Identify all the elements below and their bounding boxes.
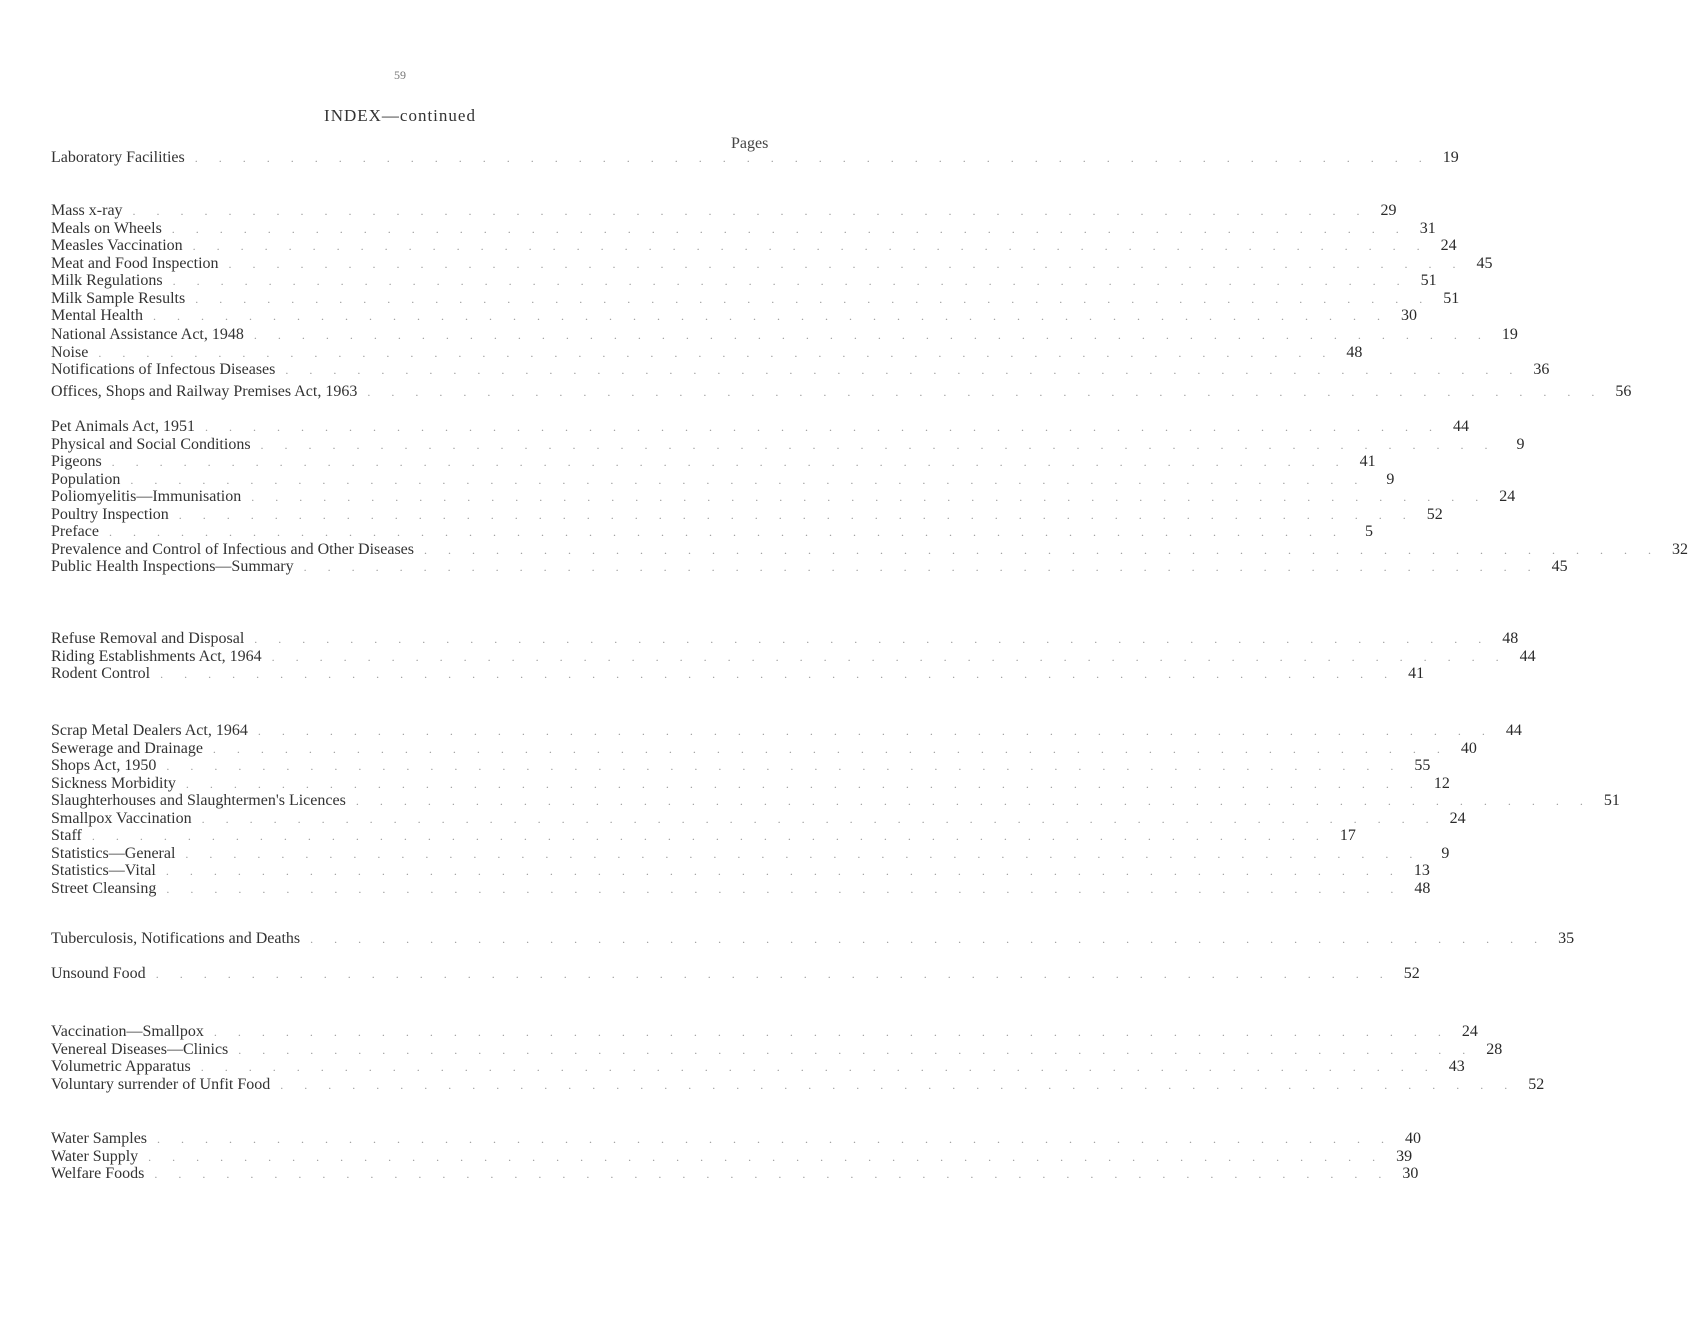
leader-dots: . . . . . . . . . . . . . . . . . . . . . . . . . . . . . . . . . . . . . . . . . . . . . . . . . . . .	[303, 560, 1540, 574]
entry-page-number: 12	[1433, 774, 1450, 792]
entry-label: Rodent Control	[51, 665, 151, 682]
leader-dots: . . . . . . . . . . . . . . . . . . . . . . . . . . . . . . . . . . . . . . . . . . . . . . . . . . . .	[251, 490, 1488, 504]
entry-page-number: 48	[1502, 630, 1519, 647]
leader-dots: . . . . . . . . . . . . . . . . . . . . . . . . . . . . . . . . . . . . . . . . . . . . . . . . . . . .	[185, 846, 1422, 861]
leader-dots: . . . . . . . . . . . . . . . . . . . . . . . . . . . . . . . . . . . . . . . . . . . . . . . . . . . .	[152, 309, 1389, 323]
leader-dots: . . . . . . . . . . . . . . . . . . . . . . . . . . . . . . . . . . . . . . . . . . . . . . . . . . . .	[271, 649, 1508, 664]
entry-label: Staff	[51, 827, 82, 844]
leader-dots: . . . . . . . . . . . . . . . . . . . . . . . . . . . . . . . . . . . . . . . . . . . . . . . . . . . .	[212, 741, 1449, 756]
leader-dots: . . . . . . . . . . . . . . . . . . . . . . . . . . . . . . . . . . . . . . . . . . . . . . . . . . . .	[148, 1149, 1385, 1164]
leader-dots: . . . . . . . . . . . . . . . . . . . . . . . . . . . . . . . . . . . . . . . . . . . . . . . . . . . .	[257, 724, 1494, 738]
entry-page-number: 41	[1359, 453, 1376, 470]
entry-label: Population	[51, 470, 121, 488]
entry-page-number: 48	[1346, 343, 1363, 361]
entry-label: Scrap Metal Dealers Act, 1964	[51, 722, 248, 739]
entry-page-number: 24	[1461, 1023, 1478, 1040]
entry-page-number: 51	[1420, 272, 1437, 289]
leader-dots: . . . . . . . . . . . . . . . . . . . . . . . . . . . . . . . . . . . . . . . . . . . . . . . . . . . .	[108, 525, 1345, 539]
entry-page-number: 31	[1419, 219, 1436, 237]
index-entry	[51, 879, 1431, 899]
index-entry	[51, 929, 1575, 949]
entry-label: Sickness Morbidity	[51, 774, 176, 792]
index-entry	[51, 382, 1632, 402]
entry-page-number: 39	[1396, 1147, 1413, 1165]
entry-label: Tuberculosis, Notifications and Deaths	[51, 930, 301, 947]
entry-label: Riding Establishments Act, 1964	[51, 647, 262, 665]
entry-label: Mass x-ray	[51, 202, 123, 219]
entry-page-number: 44	[1505, 722, 1522, 739]
entry-page-number: 45	[1476, 254, 1493, 272]
entry-label: Pet Animals Act, 1951	[51, 418, 195, 435]
leader-dots: . . . . . . . . . . . . . . . . . . . . . . . . . . . . . . . . . . . . . . . . . . . . . . . . . . . .	[201, 811, 1438, 826]
entry-page-number: 13	[1413, 862, 1430, 879]
entry-label: Poliomyelitis—Immunisation	[51, 488, 242, 505]
entry-page-number: 35	[1558, 930, 1575, 947]
entry-page-number: 30	[1402, 1165, 1419, 1182]
entry-page-number: 52	[1403, 965, 1420, 982]
entry-label: Physical and Social Conditions	[51, 435, 251, 453]
leader-dots: . . . . . . . . . . . . . . . . . . . . . . . . . . . . . . . . . . . . . . . . . . . . . . . . . . . .	[192, 239, 1429, 253]
entry-page-number: 36	[1533, 361, 1550, 378]
entry-label: Notifications of Infectous Diseases	[51, 361, 276, 378]
entry-page-number: 29	[1380, 202, 1397, 219]
entry-label: Noise	[51, 343, 89, 361]
leader-dots: . . . . . . . . . . . . . . . . . . . . . . . . . . . . . . . . . . . . . . . . . . . . . . . . . . . .	[171, 221, 1408, 236]
entry-label: Street Cleansing	[51, 879, 157, 897]
entry-label: National Assistance Act, 1948	[51, 326, 244, 343]
entry-label: Venereal Diseases—Clinics	[51, 1040, 229, 1058]
entry-label: Water Samples	[51, 1130, 148, 1147]
entry-page-number: 40	[1405, 1130, 1422, 1147]
leader-dots: . . . . . . . . . . . . . . . . . . . . . . . . . . . . . . . . . . . . . . . . . . . . . . . . . . . .	[166, 759, 1403, 773]
leader-dots: . . . . . . . . . . . . . . . . . . . . . . . . . . . . . . . . . . . . . . . . . . . . . . . . . . . .	[195, 291, 1432, 306]
entry-page-number: 52	[1528, 1075, 1545, 1093]
entry-label: Statistics—Vital	[51, 862, 156, 879]
index-entry	[51, 557, 1568, 577]
entry-label: Pigeons	[51, 453, 102, 470]
entry-page-number: 9	[1386, 470, 1395, 488]
leader-dots: . . . . . . . . . . . . . . . . . . . . . . . . . . . . . . . . . . . . . . . . . . . . . . . . . . . .	[160, 667, 1397, 681]
entry-page-number: 56	[1615, 383, 1632, 400]
entry-label: Welfare Foods	[51, 1165, 145, 1182]
leader-dots: . . . . . . . . . . . . . . . . . . . . . . . . . . . . . . . . . . . . . . . . . . . . . . . . . . . .	[310, 932, 1547, 946]
entry-page-number: 41	[1408, 665, 1425, 682]
leader-dots: . . . . . . . . . . . . . . . . . . . . . . . . . . . . . . . . . . . . . . . . . . . . . . . . . . . .	[132, 204, 1369, 218]
page-number: 59	[394, 68, 406, 82]
entry-page-number: 24	[1440, 237, 1457, 254]
entry-label: Milk Regulations	[51, 272, 163, 289]
leader-dots: . . . . . . . . . . . . . . . . . . . . . . . . . . . . . . . . . . . . . . . . . . . . . . . . . . . .	[200, 1060, 1437, 1074]
entry-page-number: 24	[1499, 488, 1516, 505]
entry-page-number: 45	[1551, 558, 1568, 575]
leader-dots: . . . . . . . . . . . . . . . . . . . . . . . . . . . . . . . . . . . . . . . . . . . . . . . . . . . .	[228, 256, 1465, 271]
entry-label: Unsound Food	[51, 965, 146, 982]
leader-dots: . . . . . . . . . . . . . . . . . . . . . . . . . . . . . . . . . . . . . . . . . . . . . . . . . . . .	[260, 437, 1497, 452]
leader-dots: . . . . . . . . . . . . . . . . . . . . . . . . . . . . . . . . . . . . . . . . . . . . . . . . . . . .	[238, 1042, 1475, 1057]
leader-dots: . . . . . . . . . . . . . . . . . . . . . . . . . . . . . . . . . . . . . . . . . . . . . . . . . . . .	[253, 328, 1490, 342]
entry-page-number: 40	[1460, 739, 1477, 757]
entry-page-number: 51	[1603, 792, 1620, 809]
entry-label: Meals on Wheels	[51, 219, 162, 237]
entry-page-number: 51	[1443, 289, 1460, 307]
entry-label: Prevalence and Control of Infectious and Other Diseases	[51, 540, 414, 558]
entry-label: Slaughterhouses and Slaughtermen's Licences	[51, 792, 346, 809]
leader-dots: . . . . . . . . . . . . . . . . . . . . . . . . . . . . . . . . . . . . . . . . . . . . . . . . . . . .	[185, 776, 1422, 791]
entry-label: Laboratory Facilities	[51, 149, 185, 166]
index-entry	[51, 664, 1425, 684]
index-entry	[51, 964, 1420, 984]
entry-page-number: 5	[1364, 523, 1373, 540]
index-entry	[51, 148, 1459, 168]
index-entry	[51, 306, 1417, 326]
leader-dots: . . . . . . . . . . . . . . . . . . . . . . . . . . . . . . . . . . . . . . . . . . . . . . . . . . . .	[424, 542, 1660, 557]
entry-page-number: 48	[1414, 879, 1431, 897]
leader-dots: . . . . . . . . . . . . . . . . . . . . . . . . . . . . . . . . . . . . . . . . . . . . . . . . . . . .	[166, 881, 1403, 896]
entry-label: Mental Health	[51, 307, 143, 324]
entry-page-number: 44	[1453, 418, 1469, 435]
leader-dots: . . . . . . . . . . . . . . . . . . . . . . . . . . . . . . . . . . . . . . . . . . . . . . . . . . . .	[98, 345, 1335, 360]
entry-label: Shops Act, 1950	[51, 757, 157, 774]
entry-page-number: 30	[1400, 307, 1417, 324]
entry-label: Public Health Inspections—Summary	[51, 558, 294, 575]
entry-page-number: 24	[1449, 809, 1466, 827]
leader-dots: . . . . . . . . . . . . . . . . . . . . . . . . . . . . . . . . . . . . . . . . . . . . . . . . . . . .	[155, 967, 1392, 981]
entry-page-number: 19	[1501, 326, 1518, 343]
entry-label: Preface	[51, 523, 99, 540]
entry-page-number: 52	[1426, 505, 1443, 523]
entry-label: Refuse Removal and Disposal	[51, 630, 245, 647]
index-entry	[51, 360, 1550, 380]
entry-page-number: 9	[1441, 844, 1450, 862]
leader-dots: . . . . . . . . . . . . . . . . . . . . . . . . . . . . . . . . . . . . . . . . . . . . . . . . . . . .	[355, 794, 1592, 808]
entry-label: Vaccination—Smallpox	[51, 1023, 204, 1040]
entry-label: Meat and Food Inspection	[51, 254, 219, 272]
entry-label: Voluntary surrender of Unfit Food	[51, 1075, 271, 1093]
entry-page-number: 17	[1339, 827, 1356, 844]
entry-label: Sewerage and Drainage	[51, 739, 203, 757]
entry-page-number: 32	[1672, 540, 1688, 558]
entry-label: Poultry Inspection	[51, 505, 169, 523]
leader-dots: . . . . . . . . . . . . . . . . . . . . . . . . . . . . . . . . . . . . . . . . . . . . . . . . . . . .	[367, 385, 1604, 399]
entry-page-number: 43	[1448, 1058, 1465, 1075]
leader-dots: . . . . . . . . . . . . . . . . . . . . . . . . . . . . . . . . . . . . . . . . . . . . . . . . . . . .	[254, 632, 1491, 646]
entry-label: Smallpox Vaccination	[51, 809, 192, 827]
entry-page-number: 19	[1442, 149, 1459, 166]
leader-dots: . . . . . . . . . . . . . . . . . . . . . . . . . . . . . . . . . . . . . . . . . . . . . . . . . . . .	[165, 864, 1402, 878]
leader-dots: . . . . . . . . . . . . . . . . . . . . . . . . . . . . . . . . . . . . . . . . . . . . . . . . . . . .	[213, 1025, 1450, 1039]
leader-dots: . . . . . . . . . . . . . . . . . . . . . . . . . . . . . . . . . . . . . . . . . . . . . . . . . . . .	[157, 1132, 1394, 1146]
leader-dots: . . . . . . . . . . . . . . . . . . . . . . . . . . . . . . . . . . . . . . . . . . . . . . . . . . . .	[130, 472, 1367, 487]
leader-dots: . . . . . . . . . . . . . . . . . . . . . . . . . . . . . . . . . . . . . . . . . . . . . . . . . . . .	[205, 420, 1441, 434]
leader-dots: . . . . . . . . . . . . . . . . . . . . . . . . . . . . . . . . . . . . . . . . . . . . . . . . . . . .	[154, 1167, 1391, 1181]
leader-dots: . . . . . . . . . . . . . . . . . . . . . . . . . . . . . . . . . . . . . . . . . . . . . . . . . . . .	[285, 363, 1522, 377]
index-entry	[51, 1075, 1545, 1095]
leader-dots: . . . . . . . . . . . . . . . . . . . . . . . . . . . . . . . . . . . . . . . . . . . . . . . . . . . .	[111, 455, 1348, 469]
entry-label: Water Supply	[51, 1147, 139, 1165]
pages-column-label: Pages	[731, 135, 769, 152]
index-heading: INDEX—continued	[324, 106, 476, 125]
leader-dots: . . . . . . . . . . . . . . . . . . . . . . . . . . . . . . . . . . . . . . . . . . . . . . . . . . . .	[172, 274, 1409, 288]
entry-label: Volumetric Apparatus	[51, 1058, 191, 1075]
entry-label: Offices, Shops and Railway Premises Act, 1963	[51, 383, 358, 400]
leader-dots: . . . . . . . . . . . . . . . . . . . . . . . . . . . . . . . . . . . . . . . . . . . . . . . . . . . .	[280, 1077, 1517, 1092]
entry-label: Measles Vaccination	[51, 237, 183, 254]
leader-dots: . . . . . . . . . . . . . . . . . . . . . . . . . . . . . . . . . . . . . . . . . . . . . . . . . . . .	[178, 507, 1415, 522]
leader-dots: . . . . . . . . . . . . . . . . . . . . . . . . . . . . . . . . . . . . . . . . . . . . . . . . . . . .	[91, 829, 1328, 843]
entry-label: Milk Sample Results	[51, 289, 186, 307]
leader-dots: . . . . . . . . . . . . . . . . . . . . . . . . . . . . . . . . . . . . . . . . . . . . . . . . . . . .	[194, 151, 1431, 165]
entry-page-number: 28	[1486, 1040, 1503, 1058]
entry-page-number: 9	[1516, 435, 1525, 453]
entry-label: Statistics—General	[51, 844, 176, 862]
entry-page-number: 55	[1414, 757, 1431, 774]
entry-page-number: 44	[1519, 647, 1536, 665]
index-entry	[51, 1164, 1419, 1184]
